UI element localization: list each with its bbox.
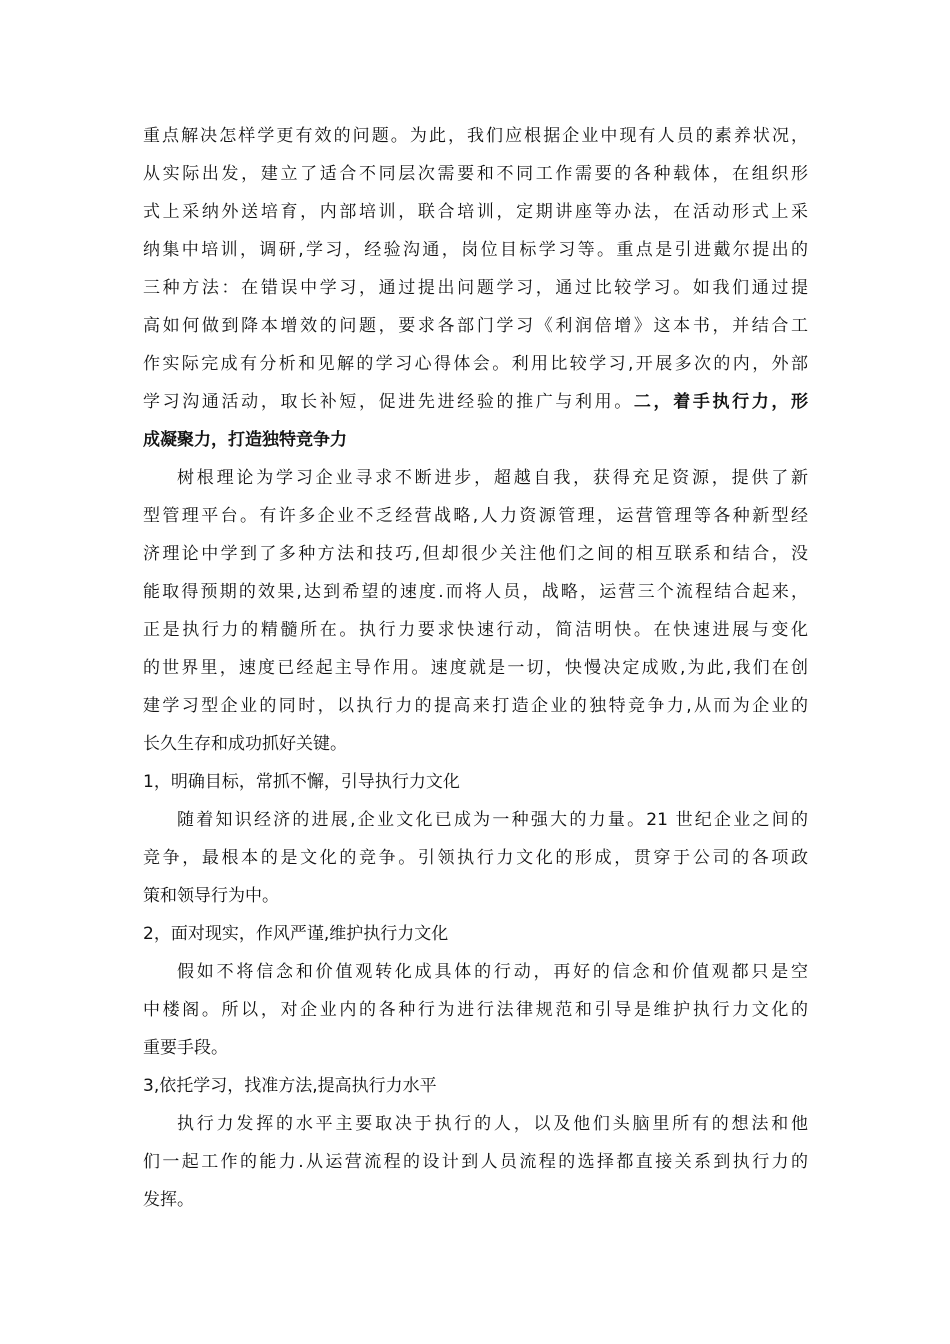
paragraph-line: 纳集中培训，调研,学习，经验沟通，岗位目标学习等。重点是引进戴尔提出的	[143, 240, 808, 260]
paragraph-text: 学习沟通活动，取长补短，促进先进经验的推广与利用。	[143, 392, 634, 412]
section-title: 1，明确目标，常抓不懈，引导执行力文化	[143, 772, 460, 792]
document-body	[143, 117, 808, 1219]
paragraph-line: 重点解决怎样学更有效的问题。为此，我们应根据企业中现有人员的素养状况，	[143, 126, 808, 146]
paragraph-line: 高如何做到降本增效的问题，要求各部门学习《利润倍增》这本书，并结合工	[143, 316, 808, 336]
paragraph-line: 济理论中学到了多种方法和技巧,但却很少关注他们之间的相互联系和结合，没	[143, 544, 808, 564]
section-title: 3,依托学习，找准方法,提高执行力水平	[143, 1076, 437, 1096]
paragraph-line: 执行力发挥的水平主要取决于执行的人，以及他们头脑里所有的想法和他	[177, 1114, 808, 1134]
paragraph-line: 们一起工作的能力.从运营流程的设计到人员流程的选择都直接关系到执行力的	[143, 1152, 808, 1172]
paragraph-line: 的世界里，速度已经起主导作用。速度就是一切，快慢决定成败,为此,我们在创	[143, 658, 808, 678]
section-title: 2，面对现实，作风严谨,维护执行力文化	[143, 924, 449, 944]
paragraph-line: 从实际出发，建立了适合不同层次需要和不同工作需要的各种载体，在组织形	[143, 164, 808, 184]
paragraph-line: 能取得预期的效果,达到希望的速度.而将人员，战略，运营三个流程结合起来，	[143, 582, 808, 602]
paragraph-line: 中楼阁。所以，对企业内的各种行为进行法律规范和引导是维护执行力文化的	[143, 1000, 808, 1020]
section-heading: 成凝聚力，打造独特竞争力	[143, 430, 347, 450]
paragraph-line: 竞争，最根本的是文化的竞争。引领执行力文化的形成，贯穿于公司的各项政	[143, 848, 808, 868]
paragraph-line: 建学习型企业的同时，以执行力的提高来打造企业的独特竞争力,从而为企业的	[143, 696, 808, 716]
paragraph-line: 假如不将信念和价值观转化成具体的行动，再好的信念和价值观都只是空	[177, 962, 808, 982]
paragraph-line: 长久生存和成功抓好关键。	[143, 734, 347, 754]
section-heading-start: 二，着手执行力，形	[633, 392, 808, 412]
paragraph-line: 随着知识经济的进展,企业文化已成为一种强大的力量。21 世纪企业之间的	[177, 810, 808, 830]
paragraph-line: 作实际完成有分析和见解的学习心得体会。利用比较学习,开展多次的内，外部	[143, 354, 808, 374]
paragraph-line: 树根理论为学习企业寻求不断进步，超越自我，获得充足资源，提供了新	[177, 468, 808, 488]
paragraph-line: 发挥。	[143, 1190, 194, 1210]
paragraph-line: 型管理平台。有许多企业不乏经营战略,人力资源管理，运营管理等各种新型经	[143, 506, 808, 526]
paragraph-line: 重要手段。	[143, 1038, 228, 1058]
paragraph-line: 正是执行力的精髓所在。执行力要求快速行动，简洁明快。在快速进展与变化	[143, 620, 808, 640]
paragraph-line: 式上采纳外送培育，内部培训，联合培训，定期讲座等办法，在活动形式上采	[143, 202, 808, 222]
paragraph-line: 策和领导行为中。	[143, 886, 279, 906]
paragraph-line: 三种方法：在错误中学习，通过提出问题学习，通过比较学习。如我们通过提	[143, 278, 808, 298]
paragraph-line-with-heading	[143, 383, 808, 421]
